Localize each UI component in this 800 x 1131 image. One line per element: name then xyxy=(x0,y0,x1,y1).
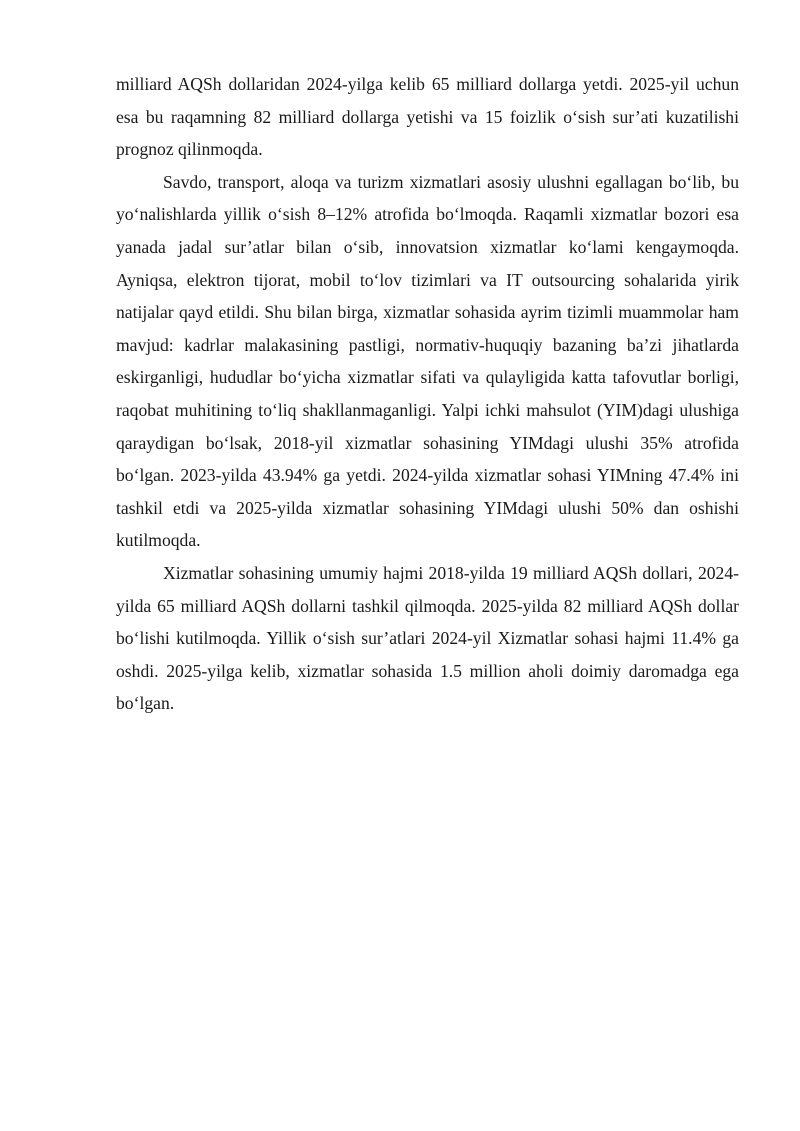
paragraph-continuation: milliard AQSh dollaridan 2024-yilga kelib 65 milliard dollarga yetdi. 2025-yil uchun esa bu raqamning 82 milliard dollarga yetishi va 15 foizlik o‘sish sur’ati kuzatilishi prognoz qilinmoqda. xyxy=(116,74,739,160)
paragraph-services-structure: Savdo, transport, aloqa va turizm xizmatlari asosiy ulushni egallagan bo‘lib, bu yo‘nalishlarda yillik o‘sish 8–12% atrofida bo‘lmoqda. Raqamli xizmatlar bozori esa yanada jadal sur’atlar bilan o‘sib, innovatsion xizmatlar ko‘lami kengaymoqda. Ayniqsa, elektron tijorat, mobil to‘lov tizimlari va IT outsourcing sohalarida yirik natijalar qayd etildi. Shu bilan birga, xizmatlar sohasida ayrim tizimli muammolar ham mavjud: kadrlar malakasining pastligi, normativ-huquqiy bazaning ba’zi jihatlarda eskirganligi, hududlar bo‘yicha xizmatlar sifati va qulayligida katta tafovutlar borligi, raqobat muhitining to‘liq shakllanmaganligi. Yalpi ichki mahsulot (YIM)dagi ulushiga qaraydigan bo‘lsak, 2018-yil xizmatlar sohasining YIMdagi ulushi 35% atrofida bo‘lgan. 2023-yilda 43.94% ga yetdi. 2024-yilda xizmatlar sohasi YIMning 47.4% ini tashkil etdi va 2025-yilda xizmatlar sohasining YIMdagi ulushi 50% dan oshishi kutilmoqda. xyxy=(116,171,739,551)
paragraph-services-volume: Xizmatlar sohasining umumiy hajmi 2018-yilda 19 milliard AQSh dollari, 2024-yilda 65 milliard AQSh dollarni tashkil qilmoqda. 2025-yilda 82 milliard AQSh dollar bo‘lishi kutilmoqda. Yillik o‘sish sur’atlari 2024-yil Xizmatlar sohasi hajmi 11.4% ga oshdi. 2025-yilga kelib, xizmatlar sohasida 1.5 million aholi doimiy daromadga ega bo‘lgan. xyxy=(116,562,739,714)
body-text xyxy=(116,68,739,720)
